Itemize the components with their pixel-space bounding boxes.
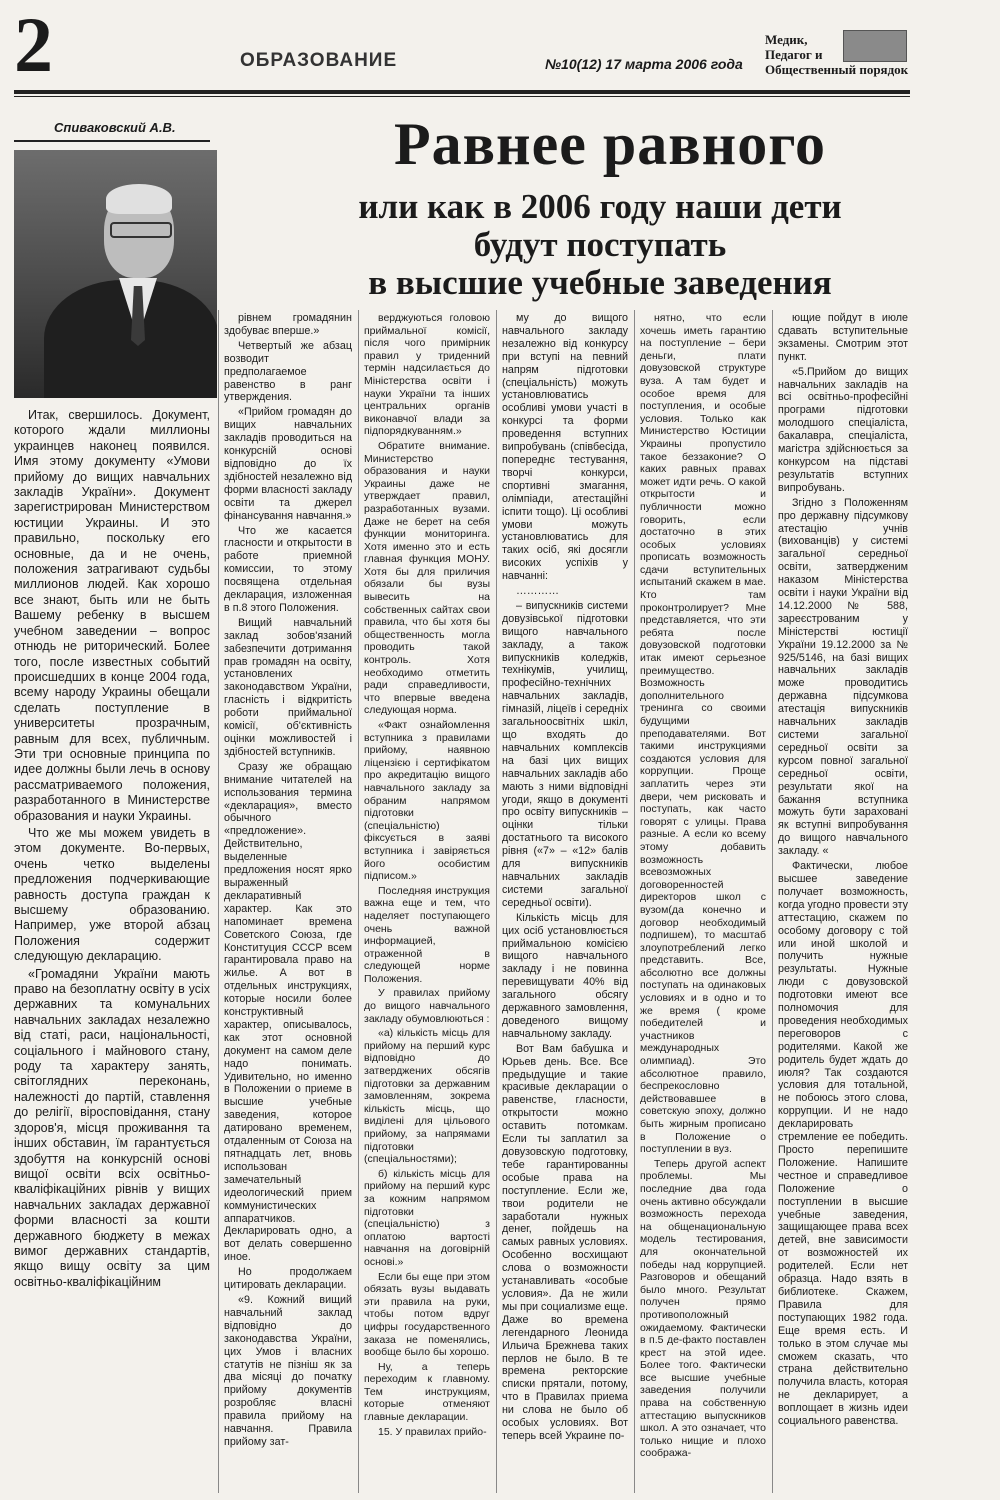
flag-emblem-icon xyxy=(843,30,907,62)
article-paragraph: «а) кількість місць для прийому на перший курс відповідно до затверджених обсягів підготовки за державним замовленням, зокрема кількість місць, що виділені для цільового прийому, за напрямами підготовки (спеціальностями); xyxy=(364,1027,490,1166)
column-divider xyxy=(772,310,773,1493)
article-paragraph: «5.Прийом до вищих навчальних закладів на всі освітньо-професійні програми підготовки молодшого спеціаліста, бакалавра, спеціаліста, магістра здійснюється за конкурсом на підставі результатів вступних випробувань. xyxy=(778,365,908,494)
article-paragraph: б) кількість місць для прийому на перший курс за кожним напрямом підготовки (спеціальністю) з оплатою вартості навчання на договірній основі.» xyxy=(364,1167,490,1268)
article-paragraph: Теперь другой аспект проблемы. Мы последние два года очень активно обсуждали возможность перехода на общенациональную модель тестирования, для окончательной победы над коррупцией. Разговоров и обещаний было много. Результат получен прямо противоположный ожидаемому. Фактически в п.5 де-факто поставлен крест на этой идее. Более того. Фактически все высшие учебные заведения получили права на собственную аттестацию выпускников школ. А это означает, что только нищие и плохо сообража- xyxy=(640,1157,766,1460)
article-paragraph: «Прийом громадян до вищих навчальних закладів проводиться на конкурсній основі відповідно до їх здібностей незалежно від форми власності закладу освіти та джерел фінансування навчання.» xyxy=(224,406,352,522)
header-rule-thin xyxy=(14,96,910,97)
issue-date: №10(12) 17 марта 2006 года xyxy=(545,56,743,72)
subtitle-line: в высшие учебные заведения xyxy=(368,263,832,302)
article-paragraph: «9. Кожний вищий навчальний заклад відповідно до законодавства України, цих Умов і власних статутів не пізніш як за два місяці до початку прийому документів розробляє власні правила прийому на навчання. Правила прийому зат- xyxy=(224,1293,352,1448)
article-paragraph: верджуються головою приймальної комісії, після чого примірник правил у триденний термін надсилається до Міністерства освіти і науки України та інших центральних органів виконавчої влади за підпорядкуванням.» xyxy=(364,312,490,438)
article-column-3 xyxy=(364,312,490,1493)
article-paragraph: ………… xyxy=(516,585,559,598)
author-rule xyxy=(14,140,210,142)
column-divider xyxy=(634,310,635,1493)
column-divider xyxy=(496,310,497,1493)
author-photo xyxy=(14,150,217,398)
subtitle-line: или как в 2006 году наши дети xyxy=(358,187,842,226)
article-paragraph: му до вищого навчального закладу незалежно від конкурсу при вступі на певний напрям підготовки (спеціальність) можуть установлюватись особливі умови участі в конкурсі та форми проведення вступних випробувань (співбесіда, попереднє тестування, творчі конкурси, спортивні змагання, олімпіади, атестаційні іспити тощо). Ці особливі умови можуть установлюватись для таких осіб, які досягли високих успіхів у навчанні: xyxy=(502,312,628,583)
article-column-5 xyxy=(640,312,766,1493)
article-paragraph: Вищий навчальний заклад зобов'язаний забезпечити дотримання прав громадян на освіту, установлених законодавством України, гласність і відкритість роботи приймальної комісії, об'єктивність оцінки можливостей і здібностей вступників. xyxy=(224,616,352,758)
article-paragraph: Последняя инструкция важна еще и тем, что наделяет поступающего очень важной информацией, отраженной в следующей норме Положения. xyxy=(364,884,490,985)
article-paragraph: Итак, свершилось. Документ, которого ждали миллионы украинцев наконец появился. Имя этому документу «Умови прийому до вищих навчальних закладів України». Документ зарегистрирован Министерством юстиции Украины. И это правильно, поскольку его основные, да и не очень, положения затрагивают судьбы миллионов людей. Как хорошо все знают, быть или не быть Вашему ребенку в высшем учебном заведении – вопрос отнюдь не риторический. Более того, после известных событий происшедших в конце 2004 года, всему народу Украины обещали сделать поступление в университеты прозрачным, равным для всех, публичным. Эти три основные принципа по идее должны были лечь в основу рассматриваемого положения, разработанного в Министерстве образования и науки Украины. xyxy=(14,408,210,823)
article-column-4 xyxy=(502,312,628,1493)
article-paragraph: У правилах прийому до вищого навчального закладу обумовлюються : xyxy=(364,987,490,1025)
subtitle-line: будут поступать xyxy=(473,225,727,264)
article-paragraph: рівнем громадянин здобуває вперше.» xyxy=(224,312,352,337)
article-paragraph: Фактически, любое высшее заведение получает возможность, когда угодно провести эту аттестацию, скажем по особому договору с той или иной школой и получить нужные результаты. Нужные люди с довузовской подготовки имеют все полномочия для проведения необходимых переговоров с родителями. Какой же родитель будет ждать до июля? Так создаются условия для тотальной, не побоюсь этого слова, коррупции. И не надо декларировать стремление ее победить. Просто перепишите Положение. Напишите честное и справедливое Положение о поступлении в высшие учебные заведения, защищающее права всех детей, вне зависимости от возможностей их родителей. Если нет образца. Надо взять в библиотеке. Скажем, Правила для поступающих 1982 года. Еще время есть. И только в этом случае мы сможем сказать, что страна действительно получила власть, которая не декларирует, а воплощает в жизнь идеи социального равенства. xyxy=(778,860,908,1428)
article-paragraph: Кількість місць для цих осіб установлюється приймальною комісією вищого навчального закладу і не повинна перевищувати 40% від загального обсягу державного замовлення, доведеного вищому навчальному закладу. xyxy=(502,911,628,1040)
article-paragraph: – випускників системи довузівської підготовки вищого навчального закладу, а також випускників коледжів, технікумів, училищ, професійно-технічних навчальних закладів, гімназій, ліцеїв і середніх загальноосвітніх шкіл, що входять до навчальних комплексів на базі цих вищих навчальних закладів або мають з ними відповідні угоди, якщо в документі про освіту випускників – оцінки тільки достатнього та високого рівня («7» – «12» балів для випускників навчальних закладів системи загальної середньої освіти). xyxy=(502,599,628,909)
article-paragraph: нятно, что если хочешь иметь гарантию на поступление – бери деньги, плати довузовской структуре вуза. А там будет и особое время для поступления, и особые условия. Только как Министерство Юстиции Украины пропустило такое беззаконие? О каких равных правах может идти речь. О какой открытости и публичности можно говорить, если достаточно в этих особых условиях прописать возможность сдачи вступительных испытаний скажем в мае. Кто там проконтролирует? Мне представляется, что эти ребята после довузовской подготовки итак имеют серьезное преимущество. Возможность дополнительного тренинга со своими будущими преподавателями. Вот такими инструкциями создаются условия для коррупции. Проще заплатить через эти двери, чем рисковать и поступать, как часто говорят с улицы. Права разные. А если ко всему этому добавить возможность всевозможных договоренностей директоров школ с вузом(да конечно и договор необходимый подпишем), то масштаб злоупотреблений легко представить. Все, абсолютно все должны поступать на одинаковых условиях и в одно и то же время ( кроме победителей и участников международных олимпиад). Это абсолютное правило, беспрекословно действовавшее в советскую эпоху, должно быть жирным прописано в Положение о поступлении в вуз. xyxy=(640,312,766,1156)
article-paragraph: Сразу же обращаю внимание читателей на использования термина «декларация», вместо обычного «предложение». Действительно, выделенные предложения носят ярко выраженный декларативный характер. Как это напоминает времена Советского Союза, где Конституция СССР всем гарантировала право на жилье. А вот в отдельных инструкциях, которые носили более конструктивный характер, описывалось, как этот основной документ на самом деле надо понимать. Удивительно, но именно в Положении о приеме в высшие учебные заведения, которое датировано временем, отдаленным от Союза на пятнадцать лет, вновь использован замечательный идеологический прием коммунистических аппаратчиков. Декларировать одно, а вот делать совершенно иное. xyxy=(224,760,352,1264)
article-paragraph: Если бы еще при этом обязать вузы выдавать эти правила на руки, чтобы потом вдруг цифры государственного заказа не поменялись, вообще было бы хорошо. xyxy=(364,1270,490,1359)
article-paragraph: Обратите внимание. Министерство образования и науки Украины даже не утверждает правил, разработанных вузами. Даже не берет на себя функции мониторинга. Хотя именно это и есть главная функция МОНУ. Хотя бы для приличия обязали бы вузы вывесить на собственных сайтах свои правила, что бы хотя бы общественность могла проводить такой контроль. Хотя необходимо отметить ради справедливости, что впервые введена следующая норма. xyxy=(364,439,490,717)
article-paragraph: Что же касается гласности и открытости в работе приемной комиссии, то этому посвящена отдельная декларация, изложенная в п.8 этого Положения. xyxy=(224,524,352,614)
article-paragraph: «Факт ознайомлення вступника з правилами прийому, наявною ліцензією і сертифікатом про акредитацію вищого навчального закладу за обраним напрямом підготовки (спеціальністю) фіксується в заяві вступника і завіряється його особистим підписом.» xyxy=(364,719,490,883)
article-paragraph: 15. У правилах прийо- xyxy=(378,1425,487,1438)
article-column-2 xyxy=(224,312,352,1493)
article-paragraph: Згідно з Положенням про державну підсумкову атестацію учнів (вихованців) у системі загальної середньої освіти, затвердженим наказом Міністерства освіти і науки України від 14.12.2000 № 588, зареєстрованим у Міністерстві юстиції України 19.12.2000 за № 925/5146, на базі вищих навчальних закладів може проводитись державна підсумкова атестація випускників навчальних закладів системи загальної середньої освіти за курсом повної загальної середньої освіти, результати якої на бажання вступника можуть бути зараховані як вступні випробування до вищого навчального закладу. « xyxy=(778,496,908,858)
article-author: Спиваковский А.В. xyxy=(54,120,176,135)
masthead-line: Педагог и xyxy=(765,47,823,62)
page-header xyxy=(0,0,1000,118)
article-paragraph: Вот Вам бабушка и Юрьев день. Все. Все предыдущие и такие красивые декларации о равенстве, гласности, открытости можно оставить потомкам. Если ты заплатил за довузовскую подготовку, тебе гарантированны особые права на поступление. Если же, твои родители не заработали нужных денег, пойдешь на самых равных условиях. Особенно восхищают слова о возможности устанавливать «особые условия». Да не жили мы при социализме еще. Даже во времена легендарного Леонида Ильича Брежнева таких перлов не было. В те времена ректорские списки прятали, потому, что в Правилах приема ни слова не было об особых условиях. Вот теперь всей Украине по- xyxy=(502,1042,628,1442)
article-paragraph: ющие пойдут в июле сдавать вступительные экзамены. Смотрим этот пункт. xyxy=(778,312,908,363)
page-number: 2 xyxy=(14,1,53,88)
masthead-line: Медик, xyxy=(765,32,808,47)
header-rule xyxy=(14,90,910,94)
column-divider xyxy=(358,310,359,1493)
article-column-6 xyxy=(778,312,908,1493)
column-divider xyxy=(218,310,219,1493)
article-paragraph: Ну, а теперь переходим к главному. Тем инструкциям, которые отменяют главные декларации. xyxy=(364,1360,490,1424)
article-paragraph: Четвертый же абзац возводит предполагаемое равенство в ранг утверждения. xyxy=(224,339,352,404)
masthead-line: Общественный порядок xyxy=(765,62,909,77)
article-subtitle xyxy=(300,188,900,302)
article-paragraph: «Громадяни України мають право на безоплатну освіту в усіх державних та комунальних навчальних закладах незалежно від статі, раси, національності, соціального і майнового стану, роду та характеру занять, світоглядних переконань, належності до партій, ставлення до релігії, віросповідання, стану здоров'я, місця проживання та інших обставин, їм гарантується здобуття на конкурсній основі вищої освіти всіх освітньо-кваліфікаційних рівнів у вищих навчальних закладах державної форми власності за кошти державного бюджету в межах вимог державних стандартів, якщо вищу освіту за цим освітньо-кваліфікаційним xyxy=(14,966,210,1289)
article-title: Равнее равного xyxy=(394,111,826,177)
article-paragraph: Что же мы можем увидеть в этом документе. Во-первых, очень четко выделены предложения подчеркивающие равность доступа граждан к высшему образованию. Например, уже второй абзац Положения содержит следующую декларацию. xyxy=(14,825,210,964)
article-column-1 xyxy=(14,408,210,1493)
photo-hair xyxy=(106,184,172,214)
photo-glasses xyxy=(110,222,172,238)
article-paragraph: Но продолжаем цитировать декларации. xyxy=(224,1266,352,1292)
section-title: ОБРАЗОВАНИЕ xyxy=(240,50,398,71)
